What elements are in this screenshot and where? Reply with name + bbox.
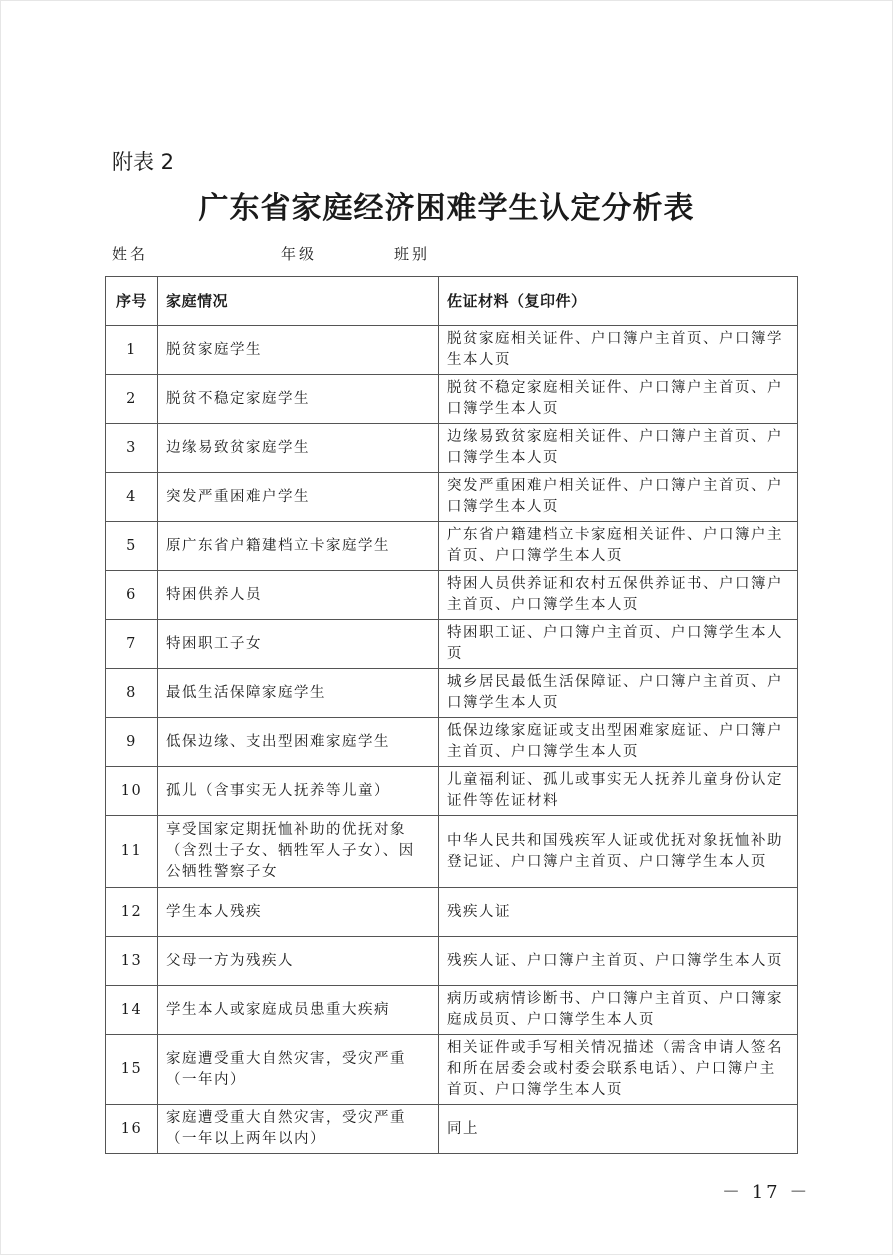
row-number: 11 (106, 816, 158, 888)
table-body (106, 326, 798, 1154)
table-row (106, 620, 798, 669)
table-row (106, 375, 798, 424)
row-situation: 学生本人残疾 (158, 888, 439, 937)
row-situation: 突发严重困难户学生 (158, 473, 439, 522)
table-row (106, 669, 798, 718)
row-materials: 特困人员供养证和农村五保供养证书、户口簿户主首页、户口簿学生本人页 (439, 571, 798, 620)
row-materials: 特困职工证、户口簿户主首页、户口簿学生本人页 (439, 620, 798, 669)
row-number: 7 (106, 620, 158, 669)
name-label: 姓名 (112, 245, 149, 263)
row-situation: 家庭遭受重大自然灾害，受灾严重（一年以上两年以内） (158, 1105, 439, 1154)
row-number: 6 (106, 571, 158, 620)
row-number: 8 (106, 669, 158, 718)
row-materials: 病历或病情诊断书、户口簿户主首页、户口簿家庭成员页、户口簿学生本人页 (439, 986, 798, 1035)
row-materials: 相关证件或手写相关情况描述（需含申请人签名和所在居委会或村委会联系电话）、户口簿户主首页、户口簿学生本人页 (439, 1035, 798, 1105)
row-situation: 脱贫家庭学生 (158, 326, 439, 375)
row-number: 10 (106, 767, 158, 816)
document-title: 广东省家庭经济困难学生认定分析表 (198, 191, 695, 226)
row-materials: 残疾人证 (439, 888, 798, 937)
row-number: 2 (106, 375, 158, 424)
row-number: 15 (106, 1035, 158, 1105)
row-materials: 脱贫不稳定家庭相关证件、户口簿户主首页、户口簿学生本人页 (439, 375, 798, 424)
row-situation: 父母一方为残疾人 (158, 937, 439, 986)
row-situation: 家庭遭受重大自然灾害，受灾严重（一年内） (158, 1035, 439, 1105)
table-row (106, 571, 798, 620)
row-situation: 低保边缘、支出型困难家庭学生 (158, 718, 439, 767)
table-row (106, 473, 798, 522)
row-situation: 孤儿（含事实无人抚养等儿童） (158, 767, 439, 816)
table-row (106, 888, 798, 937)
class-label: 班别 (394, 245, 431, 263)
row-situation: 原广东省户籍建档立卡家庭学生 (158, 522, 439, 571)
page-number: － 17 － (722, 1182, 811, 1203)
row-materials: 城乡居民最低生活保障证、户口簿户主首页、户口簿学生本人页 (439, 669, 798, 718)
row-number: 16 (106, 1105, 158, 1154)
table-row (106, 424, 798, 473)
row-materials: 低保边缘家庭证或支出型困难家庭证、户口簿户主首页、户口簿学生本人页 (439, 718, 798, 767)
row-materials: 中华人民共和国残疾军人证或优抚对象抚恤补助登记证、户口簿户主首页、户口簿学生本人页 (439, 816, 798, 888)
row-situation: 特困供养人员 (158, 571, 439, 620)
table-row (106, 718, 798, 767)
appendix-label: 附表 2 (112, 150, 175, 174)
analysis-table (105, 276, 798, 1154)
table-row (106, 326, 798, 375)
row-situation: 学生本人或家庭成员患重大疾病 (158, 986, 439, 1035)
row-materials: 脱贫家庭相关证件、户口簿户主首页、户口簿学生本人页 (439, 326, 798, 375)
table-row (106, 522, 798, 571)
header-situation: 家庭情况 (158, 277, 439, 326)
table-row (106, 816, 798, 888)
row-materials: 残疾人证、户口簿户主首页、户口簿学生本人页 (439, 937, 798, 986)
row-situation: 脱贫不稳定家庭学生 (158, 375, 439, 424)
table-row (106, 986, 798, 1035)
row-number: 9 (106, 718, 158, 767)
row-materials: 广东省户籍建档立卡家庭相关证件、户口簿户主首页、户口簿学生本人页 (439, 522, 798, 571)
row-number: 3 (106, 424, 158, 473)
row-number: 13 (106, 937, 158, 986)
row-situation: 最低生活保障家庭学生 (158, 669, 439, 718)
table-row (106, 937, 798, 986)
table-header-row (106, 277, 798, 326)
table-row (106, 767, 798, 816)
row-number: 4 (106, 473, 158, 522)
row-number: 14 (106, 986, 158, 1035)
row-situation: 享受国家定期抚恤补助的优抚对象（含烈士子女、牺牲军人子女）、因公牺牲警察子女 (158, 816, 439, 888)
row-situation: 边缘易致贫家庭学生 (158, 424, 439, 473)
header-no: 序号 (106, 277, 158, 326)
table-row (106, 1035, 798, 1105)
row-materials: 同上 (439, 1105, 798, 1154)
row-materials: 边缘易致贫家庭相关证件、户口簿户主首页、户口簿学生本人页 (439, 424, 798, 473)
row-number: 12 (106, 888, 158, 937)
row-materials: 突发严重困难户相关证件、户口簿户主首页、户口簿学生本人页 (439, 473, 798, 522)
row-materials: 儿童福利证、孤儿或事实无人抚养儿童身份认定证件等佐证材料 (439, 767, 798, 816)
header-materials: 佐证材料（复印件） (439, 277, 798, 326)
row-number: 5 (106, 522, 158, 571)
grade-label: 年级 (281, 245, 318, 263)
row-situation: 特困职工子女 (158, 620, 439, 669)
row-number: 1 (106, 326, 158, 375)
table-row (106, 1105, 798, 1154)
